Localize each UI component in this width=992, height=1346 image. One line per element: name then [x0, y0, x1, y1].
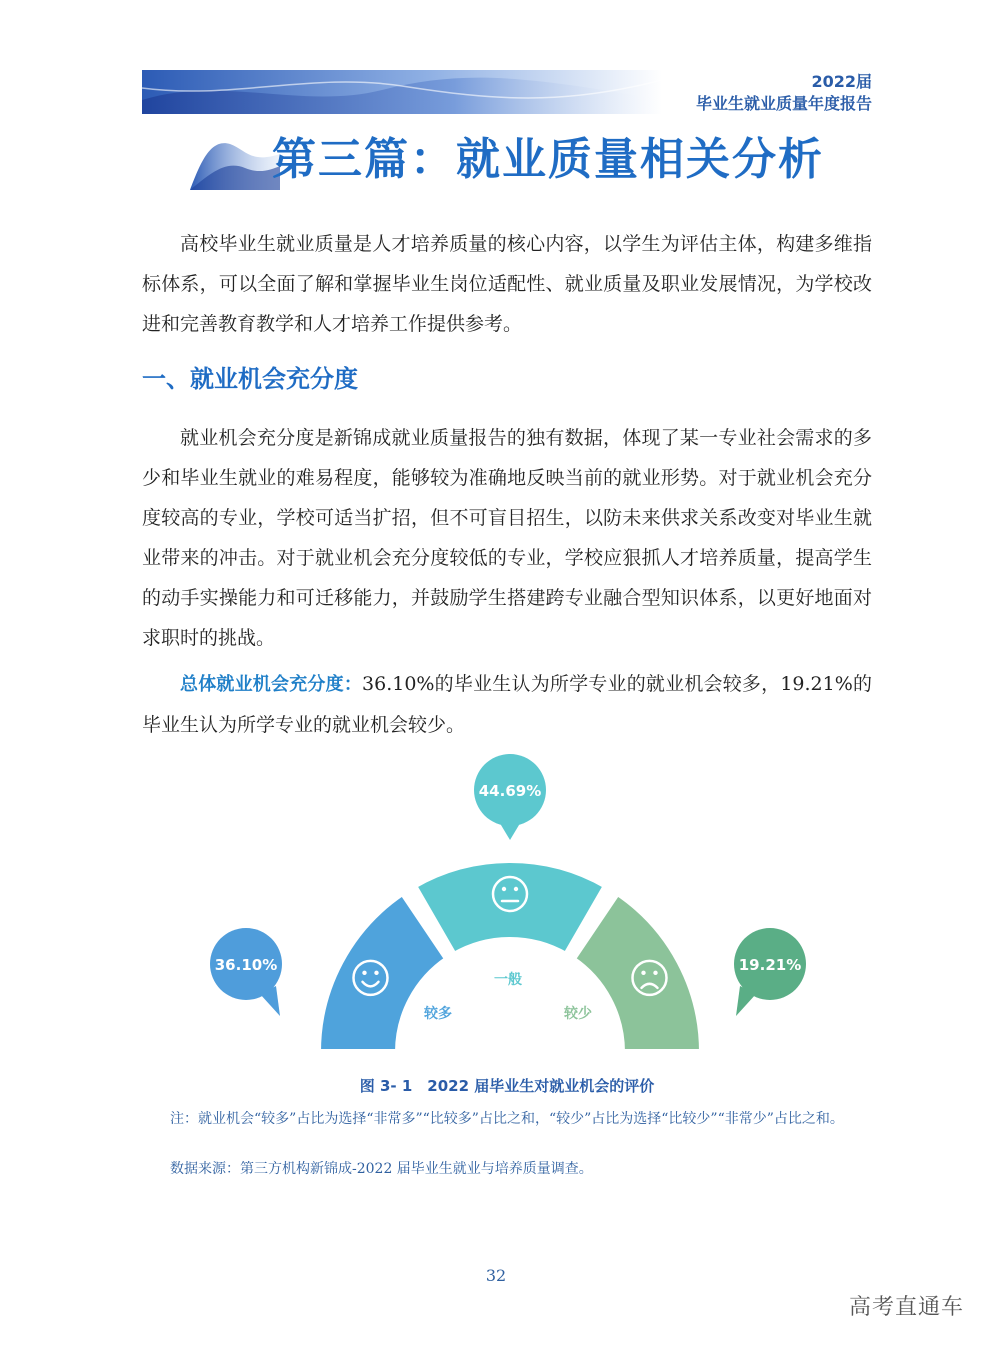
- overall-summary-paragraph: [142, 664, 872, 745]
- employment-opportunity-chart: [190, 752, 830, 1064]
- header-wave-banner: [142, 70, 662, 114]
- figure-caption: 图 3- 1 2022 届毕业生对就业机会的评价: [359, 1077, 655, 1095]
- figure-note: 注：就业机会“较多”占比为选择“非常多”“比较多”占比之和，“较少”占比为选择“比较少”“非常少”占比之和。: [170, 1111, 844, 1127]
- category-label-3: 较少: [564, 1006, 592, 1022]
- chart-segment-2: [414, 860, 606, 955]
- value-bubble-tail-2: [498, 820, 522, 840]
- neutral-face-icon-eye-right: [514, 887, 518, 891]
- value-bubble-3: [734, 928, 806, 1016]
- smiley-face-icon-eye-left: [362, 971, 366, 975]
- sad-face-icon-eye-right: [653, 971, 657, 975]
- value-label-2: 44.69%: [478, 782, 542, 800]
- data-source: 数据来源：第三方机构新锦成-2022 届毕业生就业与培养质量调查。: [170, 1161, 593, 1177]
- value-label-3: 19.21%: [738, 956, 802, 974]
- chart-segment-1: [318, 893, 447, 1052]
- value-bubble-2: [474, 754, 546, 840]
- category-label-2: 一般: [494, 972, 522, 988]
- overall-summary-label: 总体就业机会充分度：: [180, 674, 363, 695]
- chapter-title: 第三篇：就业质量相关分析: [272, 134, 824, 185]
- value-bubble-1: [210, 928, 282, 1016]
- section-paragraph: 就业机会充分度是新锦成就业质量报告的独有数据，体现了某一专业社会需求的多少和毕业生就业的难易程度，能够较为准确地反映当前的就业形势。对于就业机会充分度较高的专业，学校可适当扩招，但不可盲目招生，以防未来供求关系改变对毕业生就业带来的冲击。对于就业机会充分度较低的专业，学校应狠抓人才培养质量，提高学生的动手实操能力和可迁移能力，并鼓励学生搭建跨专业融合型知识体系，以更好地面对求职时的挑战。: [142, 427, 872, 649]
- category-label-1: 较多: [424, 1006, 452, 1022]
- sad-face-icon-eye-left: [641, 971, 645, 975]
- intro-paragraph: 高校毕业生就业质量是人才培养质量的核心内容，以学生为评估主体，构建多维指标体系，可以全面了解和掌握毕业生岗位适配性、就业质量及职业发展情况，为学校改进和完善教育教学和人才培养工作提供参考。: [142, 233, 872, 335]
- chart-segment-3: [573, 893, 702, 1052]
- value-label-1: 36.10%: [214, 956, 278, 974]
- overall-summary-text: 36.10%的毕业生认为所学专业的就业机会较多，19.21%的毕业生认为所学专业的就业机会较少。: [142, 673, 872, 736]
- smiley-face-icon-eye-right: [374, 971, 378, 975]
- page-number: 32: [485, 1266, 507, 1285]
- watermark-text: 高考直通车: [848, 1295, 964, 1320]
- neutral-face-icon-eye-left: [502, 887, 506, 891]
- header-year: 2022届: [811, 72, 872, 91]
- section-heading: 一、就业机会充分度: [142, 365, 358, 393]
- header-subtitle: 毕业生就业质量年度报告: [695, 94, 872, 113]
- title-wave-decoration: [190, 134, 280, 190]
